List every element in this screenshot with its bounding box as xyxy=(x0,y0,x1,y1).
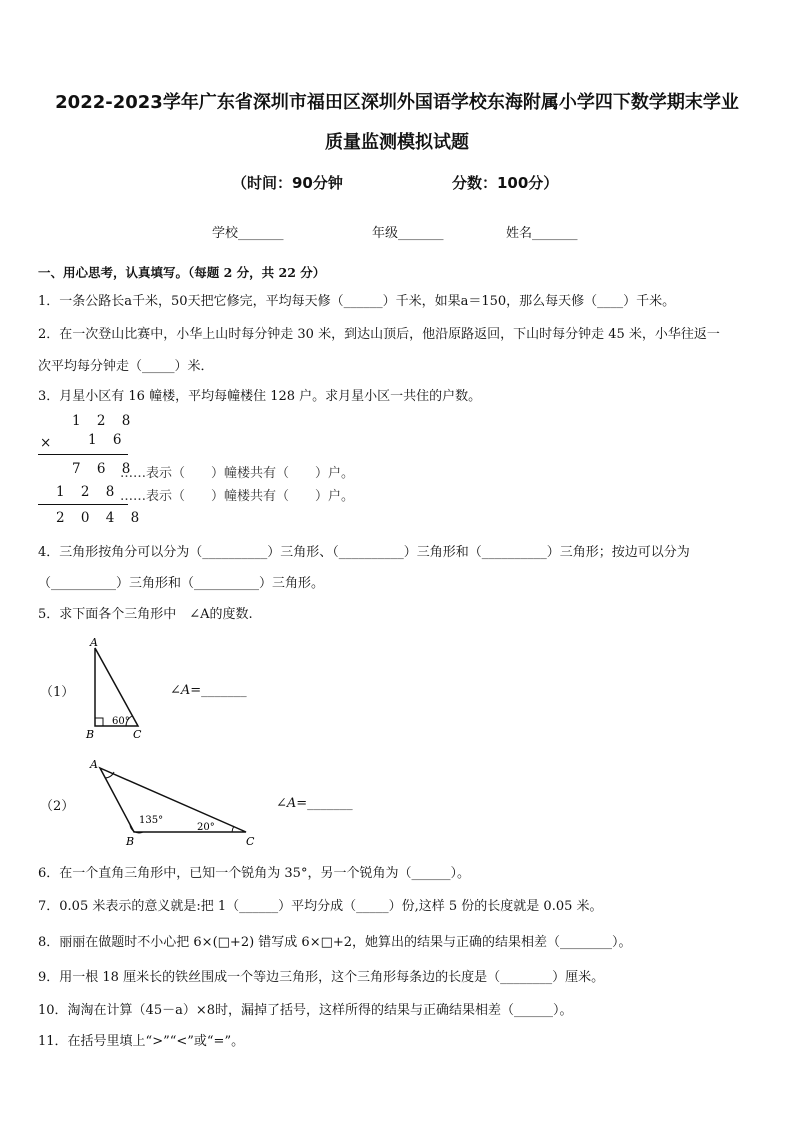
mult-top: 1 2 8 xyxy=(72,413,137,429)
page-title-line1: 2022-2023学年广东省深圳市福田区深圳外国语学校东海附属小学四下数学期末学业 xyxy=(55,92,739,113)
page-title-line2: 质量监测模拟试题 xyxy=(325,132,469,153)
question-4-line2: （__________）三角形和（__________）三角形。 xyxy=(38,576,325,591)
question-9: 9．用一根 18 厘米长的铁丝围成一个等边三角形，这个三角形每条边的长度是（________）厘米。 xyxy=(38,970,605,985)
question-10: 10．淘淘在计算（45－a）×8时，漏掉了括号，这样所得的结果与正确结果相差（______）。 xyxy=(38,1003,573,1018)
name-field: 姓名_______ xyxy=(506,226,578,241)
mult-row2-note: ……表示（ ）幢楼共有（ ）户。 xyxy=(120,489,355,504)
question-7: 7．0.05 米表示的意义就是:把 1（______）平均分成（_____）份,这样 5 份的长度就是 0.05 米。 xyxy=(38,899,603,914)
question-8: 8．丽丽在做题时不小心把 6×(□+2) 错写成 6×□+2，她算出的结果与正确的结果相差（________）。 xyxy=(38,935,632,950)
question-11: 11．在括号里填上“>”“<”或“=”。 xyxy=(38,1034,245,1049)
vertex-c-label: C xyxy=(133,728,142,741)
question-4-line1: 4．三角形按角分可以分为（__________）三角形、（__________）三角形和（__________）三角形；按边可以分为 xyxy=(38,545,690,560)
angle-135-label: 135° xyxy=(139,815,164,826)
mult-line-2 xyxy=(38,504,128,505)
triangle-2-answer: ∠A=_______ xyxy=(276,796,353,811)
triangle-1-figure xyxy=(80,632,160,742)
grade-field: 年级_______ xyxy=(372,226,444,241)
question-2-line2: 次平均每分钟走（_____）米． xyxy=(38,359,214,374)
right-angle-mark xyxy=(95,718,103,726)
triangle-1-label: （1） xyxy=(40,685,75,700)
triangle-2-label: （2） xyxy=(40,799,75,814)
triangle-1-answer: ∠A=_______ xyxy=(170,683,247,698)
mult-row1: 7 6 8 xyxy=(72,461,137,477)
exam-time: （时间：90分钟 xyxy=(232,174,343,192)
vertex-a-label: A xyxy=(90,758,98,771)
section-heading: 一、用心思考，认真填写。（每题 2 分，共 22 分） xyxy=(38,265,326,280)
angle-c-arc xyxy=(232,826,234,832)
question-2-line1: 2．在一次登山比赛中，小华上山时每分钟走 30 米，到达山顶后，他沿原路返回，下山时每分钟走 45 米，小华往返一 xyxy=(38,327,720,342)
angle-60-label: 60° xyxy=(112,716,130,727)
question-5: 5．求下面各个三角形中 ∠A的度数. xyxy=(38,607,253,622)
vertex-b-label: B xyxy=(86,728,95,741)
question-3: 3．月星小区有 16 幢楼，平均每幢楼住 128 户。求月星小区一共住的户数。 xyxy=(38,389,482,404)
mult-line-1 xyxy=(38,454,128,455)
mult-result: 2 0 4 8 xyxy=(56,510,146,526)
vertex-c-label: C xyxy=(246,835,255,848)
mult-sign: × xyxy=(40,435,58,451)
school-field: 学校_______ xyxy=(212,226,284,241)
mult-row2: 1 2 8 xyxy=(56,484,121,500)
question-6: 6．在一个直角三角形中，已知一个锐角为 35°，另一个锐角为（______）。 xyxy=(38,866,470,881)
vertex-a-label: A xyxy=(90,636,98,649)
mult-second: 1 6 xyxy=(88,432,128,448)
question-1: 1．一条公路长a千米，50天把它修完，平均每天修（______）千米，如果a＝150，那么每天修（____）千米。 xyxy=(38,294,676,309)
triangle-1-shape xyxy=(95,648,138,726)
triangle-2-figure xyxy=(86,756,266,848)
triangle-2-shape xyxy=(100,768,246,832)
exam-score: 分数：100分） xyxy=(452,174,559,192)
vertex-b-label: B xyxy=(126,835,135,848)
mult-row1-note: ……表示（ ）幢楼共有（ ）户。 xyxy=(120,466,355,481)
angle-20-label: 20° xyxy=(197,822,215,833)
